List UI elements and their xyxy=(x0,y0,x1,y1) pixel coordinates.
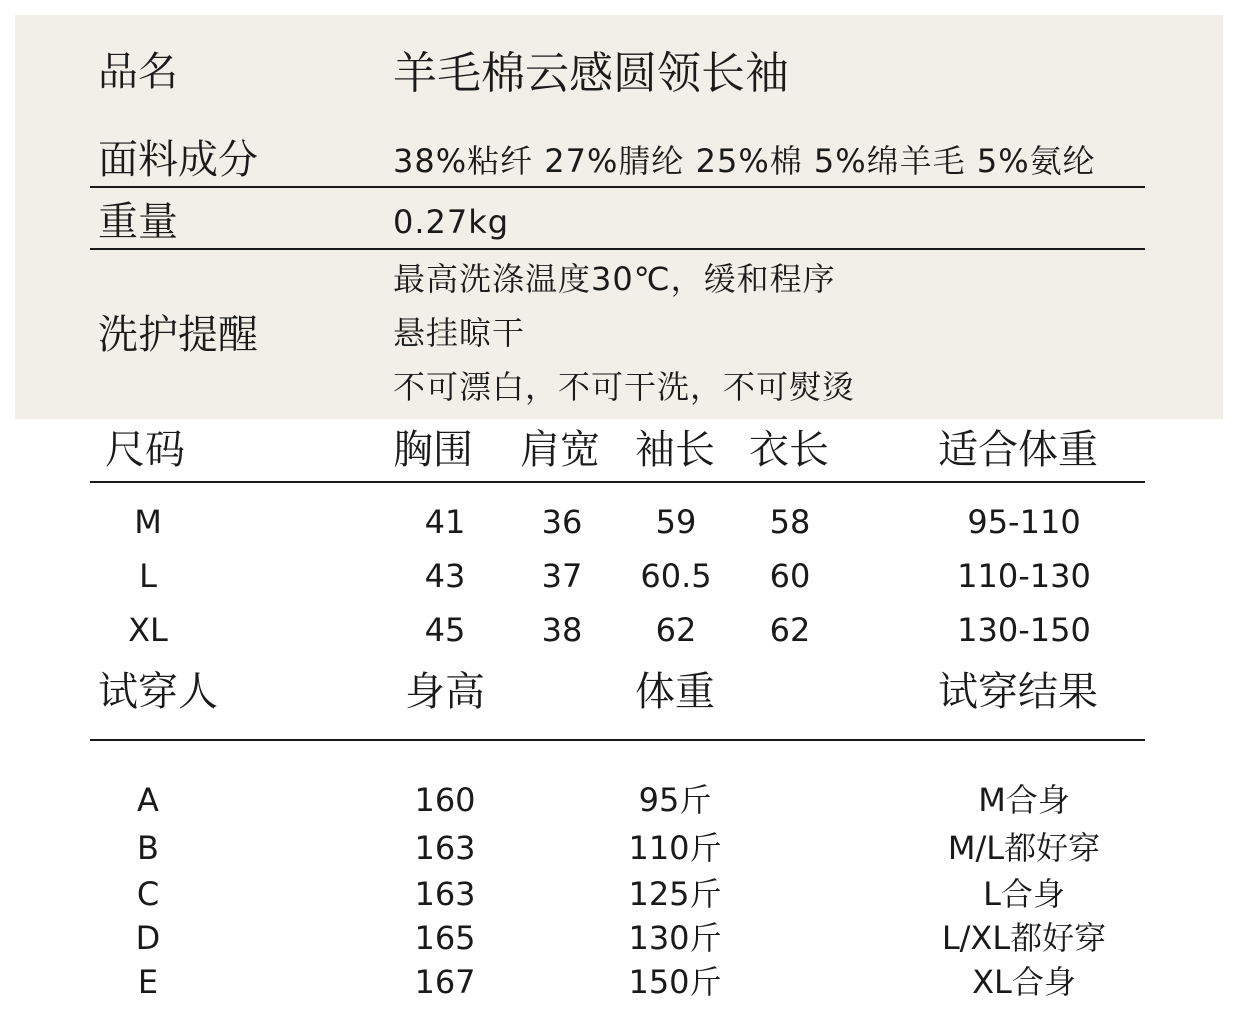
weight-label: 重量 xyxy=(98,199,178,245)
length-cell: 62 xyxy=(769,611,811,649)
result-cell: M合身 xyxy=(978,781,1070,819)
result-header: 试穿结果 xyxy=(938,669,1098,715)
sleeve-cell: 60.5 xyxy=(640,557,712,595)
height-cell: 165 xyxy=(414,919,476,957)
tester-header: 试穿人 xyxy=(98,669,218,715)
height-cell: 163 xyxy=(414,875,476,913)
height-cell: 163 xyxy=(414,829,476,867)
shoulder-cell: 37 xyxy=(541,557,583,595)
bust-cell: 41 xyxy=(424,503,466,541)
care-label: 洗护提醒 xyxy=(98,312,258,358)
product-name: 羊毛棉云感圆领长袖 xyxy=(393,48,789,99)
tester-cell: D xyxy=(135,919,161,957)
name-label: 品名 xyxy=(98,49,178,95)
care-line: 最高洗涤温度30℃，缓和程序 xyxy=(393,260,836,298)
care-line: 不可漂白，不可干洗，不可熨烫 xyxy=(393,368,856,406)
result-cell: M/L都好穿 xyxy=(947,829,1101,867)
result-cell: XL合身 xyxy=(972,963,1076,1001)
body-weight-cell: 125斤 xyxy=(628,875,722,913)
fabric-label: 面料成分 xyxy=(98,137,258,183)
length-cell: 60 xyxy=(769,557,811,595)
fit-weight-cell: 110-130 xyxy=(957,557,1091,595)
sleeve-cell: 59 xyxy=(655,503,697,541)
body-weight-cell: 130斤 xyxy=(628,919,722,957)
size-cell: L xyxy=(139,557,157,595)
length-header: 衣长 xyxy=(749,427,829,473)
height-cell: 160 xyxy=(414,781,476,819)
tester-cell: C xyxy=(136,875,160,913)
shoulder-cell: 36 xyxy=(541,503,583,541)
body-weight-header: 体重 xyxy=(635,669,715,715)
divider xyxy=(90,248,1145,250)
care-line: 悬挂晾干 xyxy=(393,314,526,352)
bust-cell: 43 xyxy=(424,557,466,595)
bust-cell: 45 xyxy=(424,611,466,649)
sleeve-cell: 62 xyxy=(655,611,697,649)
body-weight-cell: 150斤 xyxy=(628,963,722,1001)
body-weight-cell: 110斤 xyxy=(628,829,722,867)
weight-value: 0.27kg xyxy=(393,203,510,241)
size-cell: XL xyxy=(128,611,168,649)
fabric-value: 38%粘纤 27%腈纶 25%棉 5%绵羊毛 5%氨纶 xyxy=(393,142,1096,180)
divider xyxy=(90,186,1145,188)
tester-cell: A xyxy=(137,781,159,819)
height-cell: 167 xyxy=(414,963,476,1001)
fit-weight-header: 适合体重 xyxy=(938,427,1098,473)
length-cell: 58 xyxy=(769,503,811,541)
tester-cell: B xyxy=(137,829,159,867)
tester-cell: E xyxy=(137,963,159,1001)
shoulder-header: 肩宽 xyxy=(520,427,600,473)
shoulder-cell: 38 xyxy=(541,611,583,649)
size-cell: M xyxy=(134,503,162,541)
size-header: 尺码 xyxy=(105,427,185,473)
divider xyxy=(90,739,1145,741)
fit-weight-cell: 130-150 xyxy=(957,611,1091,649)
divider xyxy=(90,481,1145,483)
fit-weight-cell: 95-110 xyxy=(967,503,1081,541)
bust-header: 胸围 xyxy=(393,427,473,473)
result-cell: L/XL都好穿 xyxy=(941,919,1107,957)
sleeve-header: 袖长 xyxy=(635,427,715,473)
result-cell: L合身 xyxy=(983,875,1065,913)
height-header: 身高 xyxy=(405,669,485,715)
body-weight-cell: 95斤 xyxy=(638,781,712,819)
